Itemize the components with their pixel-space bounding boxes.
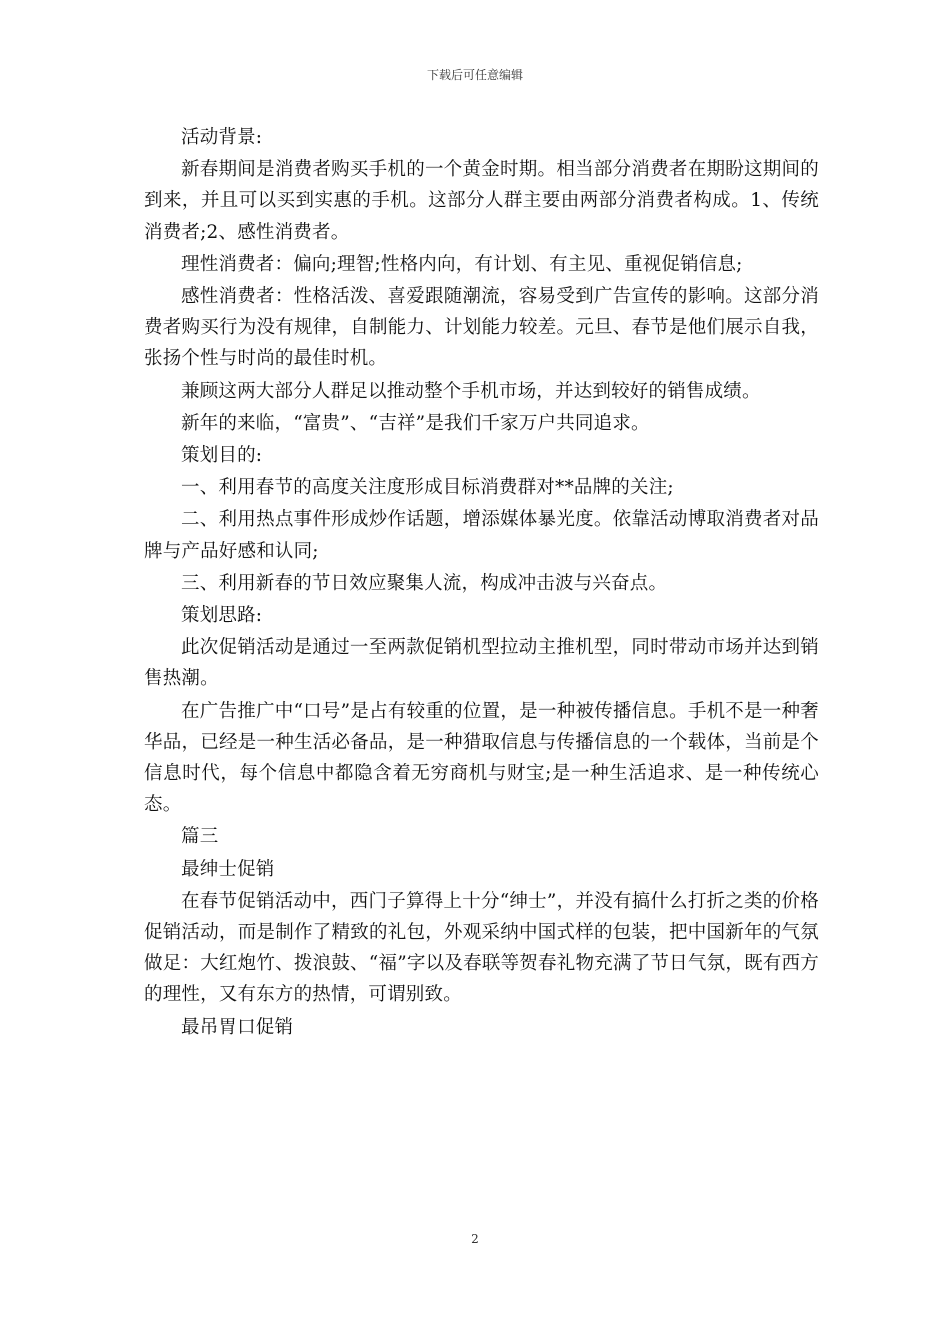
paragraph: 兼顾这两大部分人群足以推动整个手机市场，并达到较好的销售成绩。 [181, 380, 761, 402]
list-item: 三、利用新春的节日效应聚集人流，构成冲击波与兴奋点。 [181, 572, 668, 594]
page-header: 下载后可任意编辑 [426, 68, 523, 82]
section-heading-part-three: 篇三 [181, 826, 219, 848]
section-heading-appetite-promo: 最吊胃口促销 [181, 1016, 294, 1038]
paragraph: 感性消费者：性格活泼、喜爱跟随潮流，容易受到广告宣传的影响。这部分消费者购买行为没有规律，自制能力、计划能力较差。元旦、春节是他们展示自我，张扬个性与时尚的最佳时机。 [144, 286, 819, 370]
paragraph: 在春节促销活动中，西门子算得上十分“绅士”，并没有搞什么打折之类的价格促销活动，而是制作了精致的礼包，外观采纳中国式样的包装，把中国新年的气氛做足：大红炮竹、拨浪鼓、“福”字以及春联等贺春礼物充满了节日气氛，既有西方的理性，又有东方的热情，可谓别致。 [144, 890, 819, 1006]
section-heading-purpose: 策划目的: [181, 445, 263, 467]
section-heading-gentleman-promo: 最绅士促销 [181, 858, 275, 880]
paragraph: 在广告推广中“口号”是占有较重的位置，是一种被传播信息。手机不是一种奢华品，已经是一种生活必备品，是一种猎取信息与传播信息的一个载体，当前是个信息时代，每个信息中都隐含着无穷商机与财宝;是一种生活追求、是一种传统心态。 [144, 700, 819, 816]
paragraph: 理性消费者：偏向;理智;性格内向，有计划、有主见、重视促销信息; [181, 253, 743, 275]
list-item: 二、利用热点事件形成炒作话题，增添媒体暴光度。依靠活动博取消费者对品牌与产品好感和认同; [144, 509, 819, 562]
page-number: 2 [471, 1232, 479, 1246]
section-heading-background: 活动背景: [181, 127, 263, 148]
list-item: 一、利用春节的高度关注度形成目标消费群对**品牌的关注; [181, 477, 674, 499]
paragraph: 此次促销活动是通过一至两款促销机型拉动主推机型，同时带动市场并达到销售热潮。 [144, 637, 819, 690]
document-body [144, 122, 819, 1044]
paragraph: 新年的来临，“富贵”、“吉祥”是我们千家万户共同追求。 [181, 412, 650, 434]
section-heading-approach: 策划思路: [181, 605, 263, 627]
paragraph: 新春期间是消费者购买手机的一个黄金时期。相当部分消费者在期盼这期间的到来，并且可以买到实惠的手机。这部分人群主要由两部分消费者构成。1、传统消费者;2、感性消费者。 [144, 159, 819, 243]
